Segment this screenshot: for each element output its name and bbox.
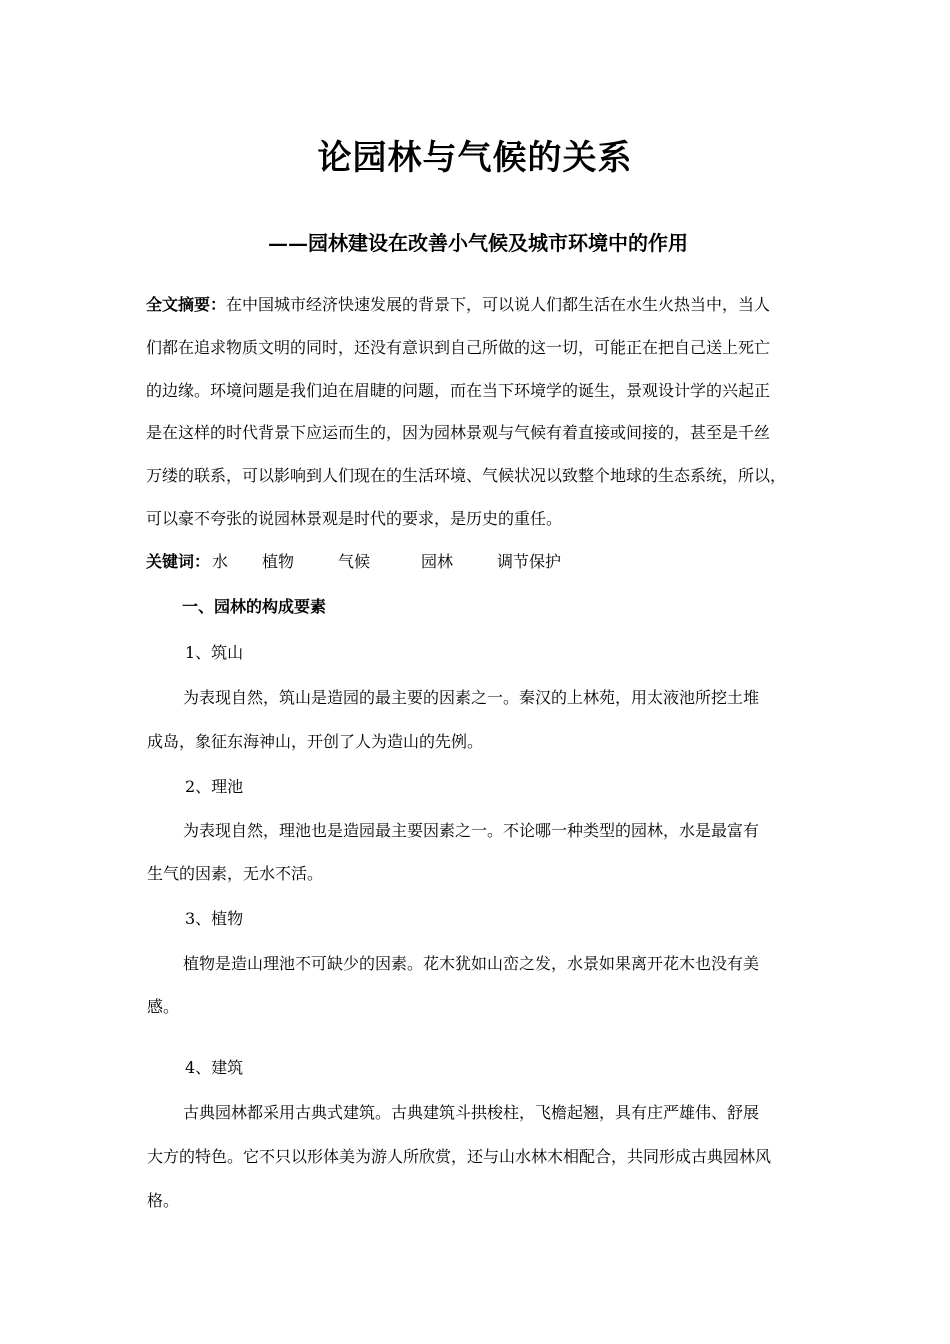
subsection-heading: 2、理池 [185,777,244,796]
abstract-line-2: 们都在追求物质文明的同时，还没有意识到自己所做的这一切，可能正在把自己送上死亡 [146,338,771,357]
keyword-item: 植物 [262,552,295,571]
keyword-item: 园林 [421,552,454,571]
paragraph-line: 感。 [147,997,180,1016]
document-title: 论园林与气候的关系 [317,138,633,178]
subsection-heading: 1、筑山 [185,643,244,662]
abstract-line-1 [146,293,770,317]
paragraph-line: 生气的因素，无水不活。 [147,864,324,883]
paragraph-line: 成岛，象征东海神山，开创了人为造山的先例。 [147,732,484,751]
keywords-row [146,550,646,574]
paragraph-line: 大方的特色。它不只以形体美为游人所欣赏，还与山水林木相配合，共同形成古典园林风 [147,1147,772,1166]
paragraph-line: 植物是造山理池不可缺少的因素。花木犹如山峦之发，水景如果离开花木也没有美 [183,954,760,973]
subsection-heading: 4、建筑 [185,1058,244,1077]
subsection-heading: 3、植物 [185,909,244,928]
abstract-line-4: 是在这样的时代背景下应运而生的，因为园林景观与气候有着直接或间接的，甚至是千丝 [146,423,771,442]
section-heading: 一、园林的构成要素 [182,597,327,616]
keyword-item: 气候 [338,552,371,571]
keyword-item: 水 [212,552,229,571]
abstract-line-3: 的边缘。环境问题是我们迫在眉睫的问题，而在当下环境学的诞生，景观设计学的兴起正 [146,381,771,400]
document-subtitle: ——园林建设在改善小气候及城市环境中的作用 [268,231,688,255]
paragraph-line: 古典园林都采用古典式建筑。古典建筑斗拱梭柱，飞檐起翘，具有庄严雄伟、舒展 [183,1103,760,1122]
abstract-line-5: 万缕的联系，可以影响到人们现在的生活环境、气候状况以致整个地球的生态系统，所以， [146,466,787,485]
abstract-text: 在中国城市经济快速发展的背景下，可以说人们都生活在水生火热当中，当人 [226,295,771,314]
keyword-item: 调节保护 [497,552,562,571]
abstract-line-6: 可以豪不夸张的说园林景观是时代的要求，是历史的重任。 [146,509,563,528]
paragraph-line: 为表现自然，理池也是造园最主要因素之一。不论哪一种类型的园林，水是最富有 [183,821,760,840]
keywords-label: 关键词： [146,552,211,571]
paragraph-line: 格。 [147,1191,180,1210]
abstract-label: 全文摘要： [146,295,227,314]
paragraph-line: 为表现自然，筑山是造园的最主要的因素之一。秦汉的上林苑，用太液池所挖土堆 [183,688,760,707]
